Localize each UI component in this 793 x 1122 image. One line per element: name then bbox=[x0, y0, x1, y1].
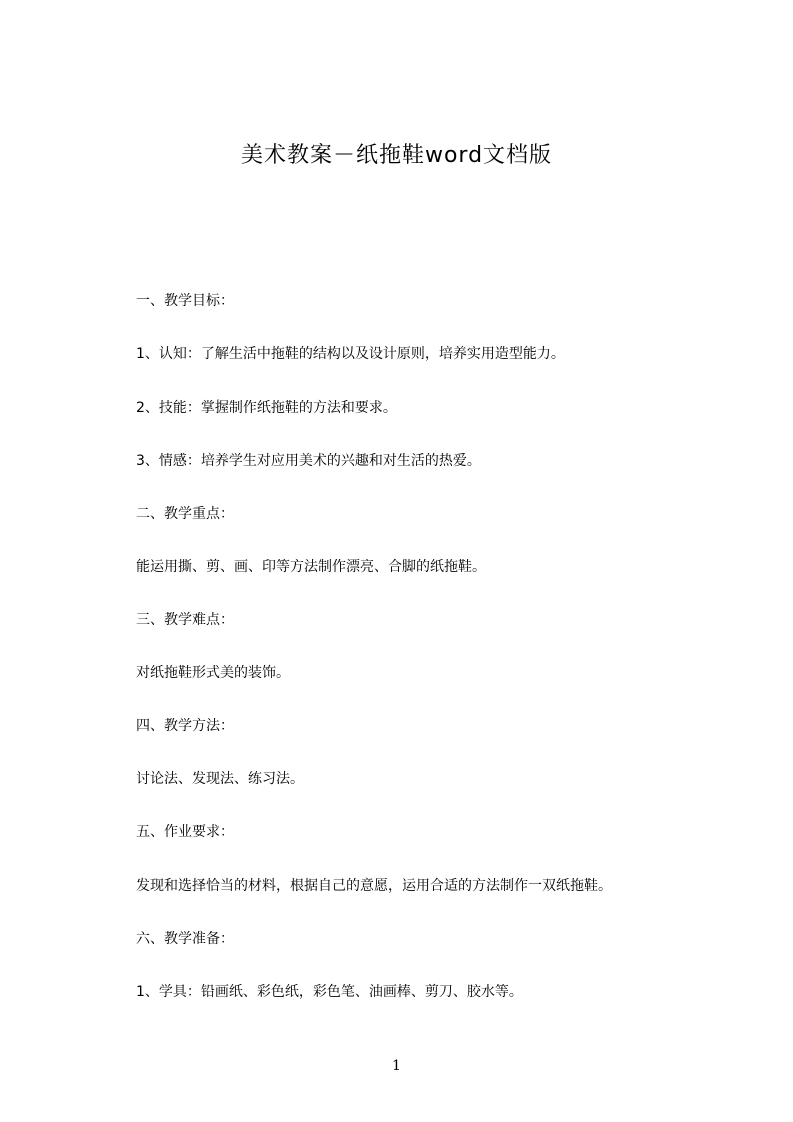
document-title: 美术教案－纸拖鞋word文档版 bbox=[240, 143, 553, 168]
paragraph: 能运用撕、剪、画、印等方法制作漂亮、合脚的纸拖鞋。 bbox=[136, 559, 486, 575]
paragraph: 讨论法、发现法、练习法。 bbox=[136, 771, 304, 787]
paragraph: 3、情感：培养学生对应用美术的兴趣和对生活的热爱。 bbox=[136, 453, 481, 469]
paragraph: 1、认知：了解生活中拖鞋的结构以及设计原则，培养实用造型能力。 bbox=[136, 346, 565, 362]
paragraph: 发现和选择恰当的材料，根据自己的意愿，运用合适的方法制作一双纸拖鞋。 bbox=[136, 878, 612, 894]
section-heading-methods: 四、教学方法： bbox=[136, 718, 234, 734]
paragraph: 2、技能：掌握制作纸拖鞋的方法和要求。 bbox=[136, 400, 397, 416]
section-heading-difficulties: 三、教学难点： bbox=[136, 612, 234, 628]
section-heading-key-points: 二、教学重点： bbox=[136, 506, 234, 522]
section-heading-preparation: 六、教学准备： bbox=[136, 931, 234, 947]
page-number: 1 bbox=[392, 1058, 401, 1074]
paragraph: 1、学具：铅画纸、彩色纸，彩色笔、油画棒、剪刀、胶水等。 bbox=[136, 984, 523, 1000]
section-heading-assignment: 五、作业要求： bbox=[136, 824, 234, 840]
section-heading-objectives: 一、教学目标： bbox=[136, 293, 234, 309]
paragraph: 对纸拖鞋形式美的装饰。 bbox=[136, 665, 290, 681]
